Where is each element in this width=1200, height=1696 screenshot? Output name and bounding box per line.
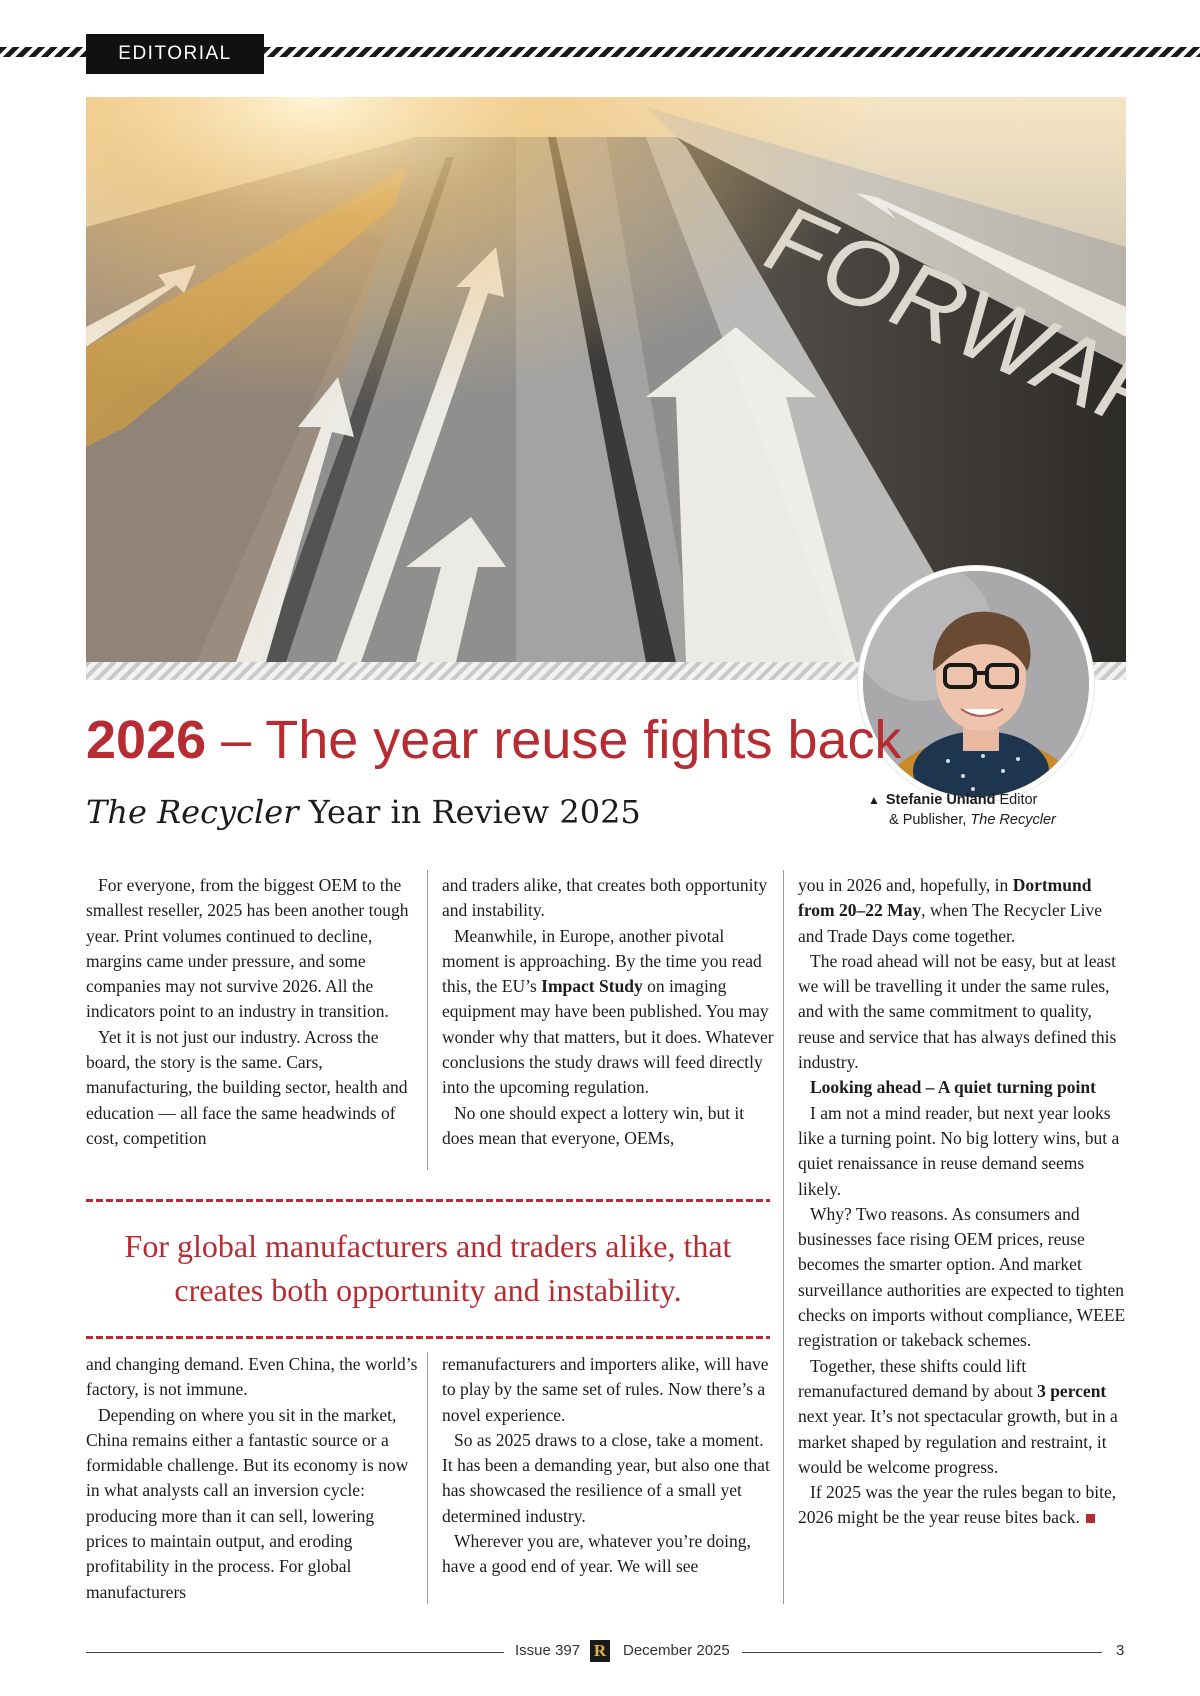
paragraph: Yet it is not just our industry. Across the board, the story is the same. Cars, manufacturing, the building sector, health and education — all face the same headwinds of cost, competition	[86, 1026, 408, 1148]
paragraph: Meanwhile, in Europe, another pivotal moment is approaching. By the time you read this, the EU’s Impact Study on imaging equipment may have been published. You may wonder why that matters, but it does. Whatever conclusions the study draws will feed directly into the upcoming regulation.	[442, 925, 774, 1098]
paragraph: The road ahead will not be easy, but at least we will be travelling it under the same rules, and with the same commitment to quality, reuse and service that has always defined this industry.	[798, 950, 1117, 1073]
percent-bold: 3 percent	[1037, 1380, 1107, 1401]
paragraph: Depending on where you sit in the market, China remains either a fantastic source or a formidable challenge. But its economy is now in what analysts call an inversion cycle: producing more than it can sell, lowering prices to maintain output, and eroding profitability in the process. For global manufacturers	[86, 1404, 409, 1602]
page-number: 3	[1116, 1642, 1125, 1659]
header-hatch-left	[0, 47, 86, 57]
recycler-logo: R	[590, 1640, 610, 1662]
impact-study-bold: Impact Study	[541, 976, 643, 997]
column-1-top	[86, 873, 420, 1151]
subheading-publication: The Recycler	[86, 793, 299, 831]
paragraph: For everyone, from the biggest OEM to the smallest reseller, 2025 has been another tough year. Print volumes continued to decline, margins came under pressure, and some companies may not survive 2026. All the indicators point to an industry in transition.	[86, 875, 409, 1022]
column-3	[798, 873, 1128, 1531]
paragraph: and traders alike, that creates both opportunity and instability.	[442, 875, 768, 921]
paragraph: you in 2026 and, hopefully, in Dortmund from 20–22 May, when The Recycler Live and Trade Days come together.	[798, 875, 1103, 946]
column-2-top	[442, 873, 776, 1151]
pull-quote: For global manufacturers and traders alike, that creates both opportunity and instability.	[124, 1228, 732, 1308]
paragraph: Together, these shifts could lift remanufactured demand by about 3 percent next year. It’s not spectacular growth, but in a market shaped by regulation and restraint, it would be welcome progress.	[798, 1355, 1118, 1477]
end-mark-icon	[1086, 1514, 1095, 1523]
caption-publication: The Recycler	[970, 812, 1056, 828]
article-subheading	[86, 790, 641, 834]
paragraph: No one should expect a lottery win, but it does mean that everyone, OEMs,	[442, 1102, 745, 1148]
paragraph: and changing demand. Even China, the world’s factory, is not immune.	[86, 1354, 418, 1400]
pullquote-rule-bottom	[86, 1336, 770, 1339]
paragraph: remanufacturers and importers alike, will have to play by the same set of rules. Now there’s a novel experience.	[442, 1354, 769, 1425]
footer-date: December 2025	[623, 1642, 730, 1659]
headline-title: – The year reuse fights back	[221, 710, 902, 770]
paragraph: Wherever you are, whatever you’re doing, have a good end of year. We will see	[442, 1531, 751, 1577]
caption-line2	[868, 810, 1108, 830]
paragraph: So as 2025 draws to a close, take a moment. It has been a demanding year, but also one that has showcased the resilience of a small yet determined industry.	[442, 1429, 770, 1526]
footer-issue: Issue 397	[515, 1642, 581, 1659]
footer-rule-right	[742, 1652, 1102, 1653]
triangle-up-icon: ▲	[868, 793, 880, 807]
paragraph: I am not a mind reader, but next year looks like a turning point. No big lottery wins, but a quiet renaissance in reuse demand seems likely.	[798, 1102, 1120, 1199]
article-headline	[86, 704, 902, 776]
section-tag: EDITORIAL	[86, 34, 264, 74]
caption-name: Stefanie Unland	[885, 792, 996, 808]
column-divider	[783, 870, 784, 1604]
column-divider	[427, 870, 428, 1170]
column-2-bottom	[442, 1352, 776, 1580]
caption-role: Editor	[995, 792, 1038, 808]
dortmund-bold: Dortmund from 20–22 May	[798, 875, 1092, 921]
paragraph: If 2025 was the year the rules began to bite, 2026 might be the year reuse bites back.	[798, 1482, 1117, 1528]
paragraph: Why? Two reasons. As consumers and businesses face rising OEM prices, reuse becomes the smarter option. And market surveillance authorities are expected to tighten checks on imports without compliance, WEEE registration or takeback schemes.	[798, 1203, 1126, 1351]
headline-year: 2026	[86, 710, 207, 770]
section-heading: Looking ahead – A quiet turning point	[810, 1077, 1096, 1098]
column-1-bottom	[86, 1352, 420, 1605]
header-hatch-right	[264, 47, 1200, 57]
pullquote-rule-top	[86, 1199, 770, 1202]
subheading-rest: Year in Review 2025	[298, 793, 641, 831]
footer-rule-left	[86, 1652, 504, 1653]
portrait-caption	[868, 790, 1108, 830]
caption-line2-prefix: & Publisher,	[889, 812, 971, 828]
column-divider	[427, 1352, 428, 1604]
